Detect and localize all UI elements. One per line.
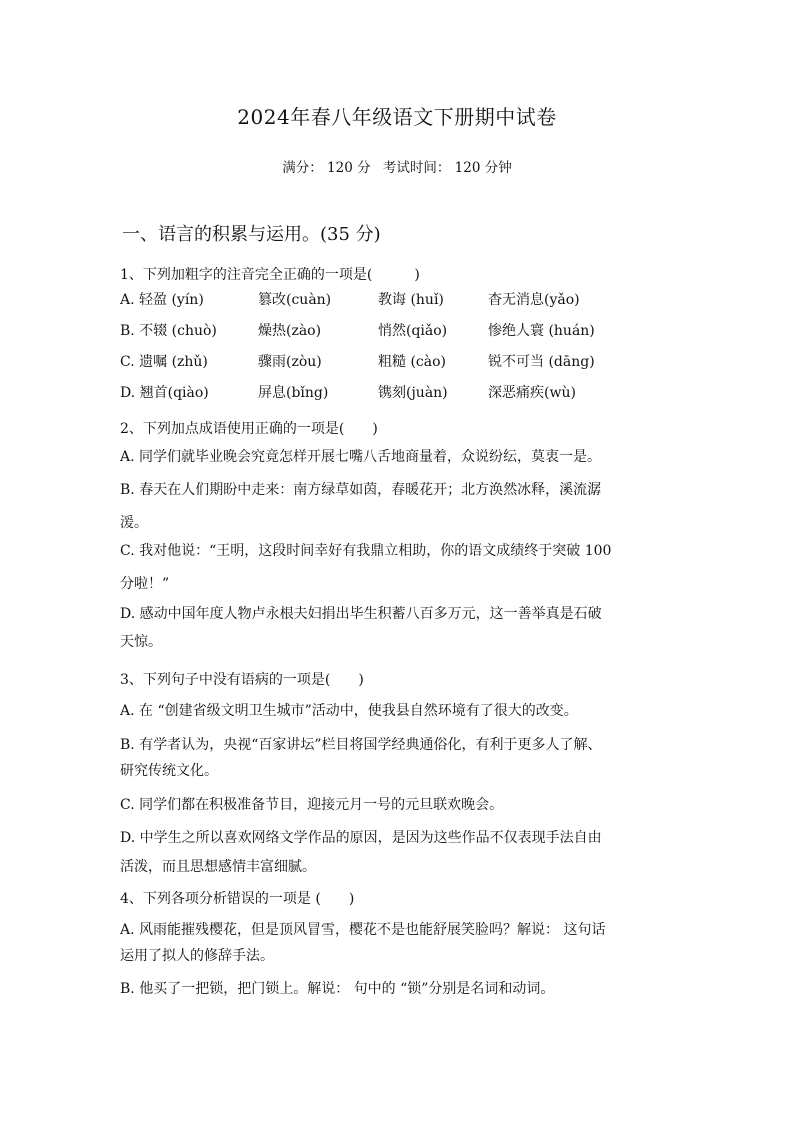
q4-option-b: B. 他买了一把锁，把门锁上。解说： 句中的 “锁”分别是名词和动词。 [120, 981, 555, 997]
q1-option-d-2: 屏息(bǐng) [258, 385, 329, 401]
q2-option-d-line2: 天惊。 [120, 634, 162, 650]
q1-option-b-3: 悄然(qiǎo) [378, 323, 448, 339]
q1-option-d-3: 镌刻(juàn) [378, 385, 448, 401]
full-score: 满分： 120 分 [282, 160, 371, 176]
q1-option-a-1: A. 轻盈 (yín) [120, 292, 204, 308]
exam-time: 考试时间： 120 分钟 [382, 160, 512, 176]
q3-option-d-line1: D. 中学生之所以喜欢网络文学作品的原因，是因为这些作品不仅表现手法自由 [120, 830, 602, 846]
q1-stem: 1、下列加粗字的注音完全正确的一项是( ) [120, 267, 420, 283]
q3-option-c: C. 同学们都在积极准备节目，迎接元月一号的元旦联欢晚会。 [120, 797, 504, 813]
q1-option-b-1: B. 不辍 (chuò) [120, 323, 217, 339]
page-title: 2024年春八年级语文下册期中试卷 [237, 105, 557, 129]
q3-option-a: A. 在 “创建省级文明卫生城市”活动中，使我县自然环境有了很大的改变。 [120, 703, 578, 719]
q2-stem: 2、下列加点成语使用正确的一项是( ) [120, 421, 378, 437]
q2-option-d-line1: D. 感动中国年度人物卢永根夫妇捐出毕生积蓄八百多万元，这一善举真是石破 [120, 606, 602, 622]
q1-option-c-2: 骤雨(zòu) [258, 354, 322, 370]
q1-option-a-2: 篡改(cuàn) [258, 292, 332, 308]
q2-option-c-line1: C. 我对他说：“王明，这段时间幸好有我鼎立相助，你的语文成绩终于突破 100 [120, 543, 612, 559]
q1-option-a-4: 杳无消息(yǎo) [488, 292, 580, 308]
q2-option-c-line2: 分啦！” [120, 576, 170, 592]
q4-stem: 4、下列各项分析错误的一项是 ( ) [120, 891, 355, 907]
q3-option-b-line2: 研究传统文化。 [120, 763, 218, 779]
q1-option-b-4: 惨绝人寰 (huán) [488, 323, 595, 339]
q1-option-d-4: 深恶痛疾(wù) [488, 385, 576, 401]
q2-option-b-line1: B. 春天在人们期盼中走来：南方绿草如茵，春暖花开；北方涣然冰释，溪流潺 [120, 482, 602, 498]
q2-option-a: A. 同学们就毕业晚会究竟怎样开展七嘴八舌地商量着，众说纷纭，莫衷一是。 [120, 449, 602, 465]
q1-option-d-1: D. 翘首(qiào) [120, 385, 209, 401]
q1-option-b-2: 燥热(zào) [258, 323, 322, 339]
q4-option-a-line2: 运用了拟人的修辞手法。 [120, 948, 274, 964]
q3-option-b-line1: B. 有学者认为，央视“百家讲坛”栏目将国学经典通俗化，有利于更多人了解、 [120, 737, 602, 753]
exam-meta [0, 156, 794, 176]
q4-option-a-line1: A. 风雨能摧残樱花，但是顶风冒雪，樱花不是也能舒展笑脸吗？解说： 这句话 [120, 922, 606, 938]
section-heading: 一、语言的积累与运用。(35 分) [122, 224, 381, 245]
q1-option-c-3: 粗糙 (cào) [378, 354, 446, 370]
q1-option-a-3: 教诲 (huǐ) [378, 292, 444, 308]
q1-option-c-4: 锐不可当 (dāng) [488, 354, 595, 370]
q2-option-b-line2: 湲。 [120, 515, 148, 531]
q1-option-c-1: C. 遗嘱 (zhǔ) [120, 354, 208, 370]
q3-stem: 3、下列句子中没有语病的一项是( ) [120, 672, 364, 688]
q3-option-d-line2: 活泼，而且思想感情丰富细腻。 [120, 859, 316, 875]
